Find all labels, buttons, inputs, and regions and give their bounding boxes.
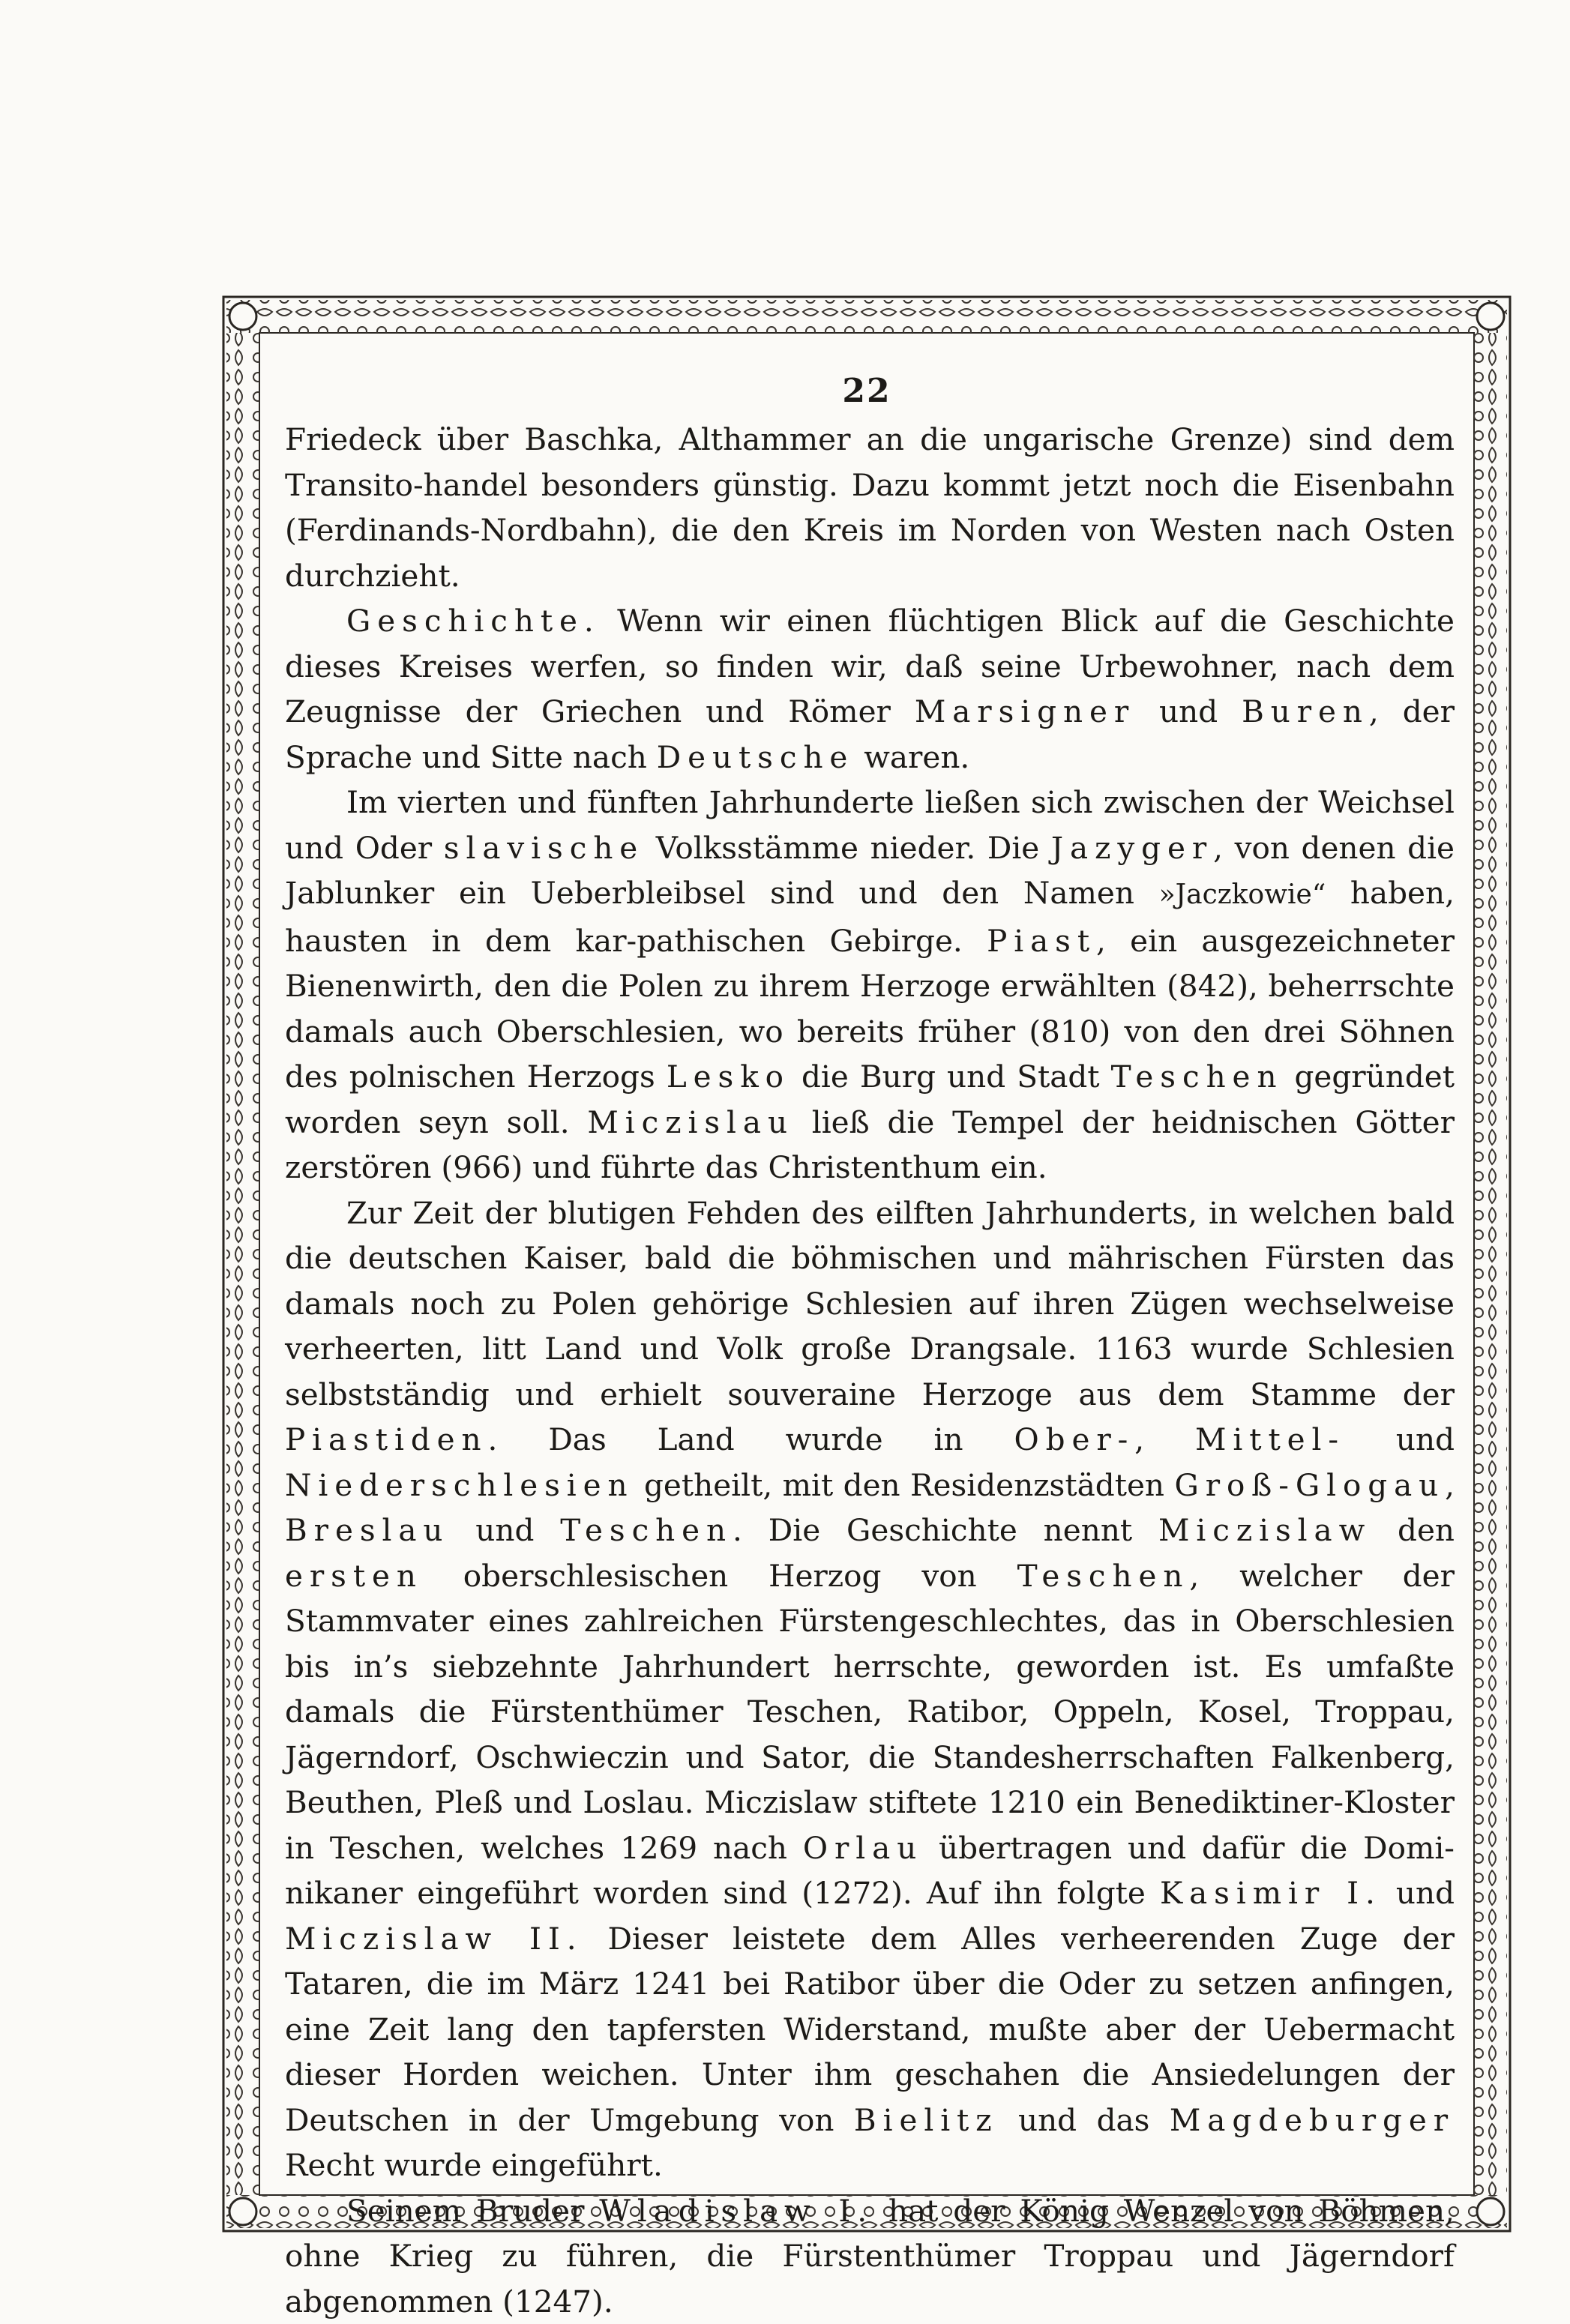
spaced-emphasis: Miczislaw	[1158, 1512, 1371, 1548]
page-number: 22	[216, 372, 1518, 410]
paragraph	[285, 598, 1455, 780]
text-run: , der Sprache und Sitte nach	[285, 693, 1455, 775]
paragraph	[285, 417, 1455, 598]
spaced-emphasis: Kasimir I.	[1160, 1875, 1382, 1911]
text-run: Dieser leistete dem Alles verheerenden Zuge der Tataren, die im März 1241 bei Ratibor über die Oder zu setzen anfingen, eine Zeit lang den tapfersten Widerstand, mußte aber der Uebermacht dieser Horden weichen. Unter ihm geschahen die Ansiedelungen der Deutschen in der Umgebung von	[285, 1921, 1455, 2138]
text-run: , welcher der Stammvater eines zahlreichen Fürstengeschlechtes, das in Oberschlesien bis in’s siebzehnte Jahrhundert herrschte, geworden ist. Es umfaßte damals die Fürstenthümer Teschen, Ratibor, Oppeln, Kosel, Troppau, Jägerndorf, Oschwieczin und Sator, die Standesherrschaften Falkenberg, Beuthen, Pleß und Loslau. Miczislaw stiftete 1210 ein Benediktiner-Kloster in Teschen, welches 1269 nach	[285, 1558, 1455, 1866]
spaced-emphasis: slavische	[444, 830, 644, 866]
text-run: , von denen die Jablunker ein Ueberbleibsel sind und den Namen	[285, 830, 1455, 912]
text-run: Volksstämme nieder. Die	[644, 830, 1051, 866]
text-run: übertragen und dafür die Domi-nikaner eingeführt worden sind (1272). Auf ihn folgte	[285, 1830, 1455, 1912]
spaced-emphasis: Niederschlesien	[285, 1467, 634, 1503]
paragraph	[285, 780, 1455, 1190]
spaced-emphasis: Marsigner	[915, 693, 1135, 729]
spaced-emphasis: Breslau	[285, 1512, 449, 1548]
text-run: Recht wurde eingeführt.	[285, 2147, 663, 2183]
text-run: ,	[1134, 1421, 1195, 1457]
text-run: , ein ausgezeichneter Bienenwirth, den die Polen zu ihrem Herzoge erwählten (842), beherrschte damals auch Oberschlesien, wo bereits früher (810) von den drei Söhnen des polnischen Herzogs	[285, 923, 1455, 1095]
spaced-emphasis: Mittel-	[1195, 1421, 1345, 1457]
spaced-emphasis: Orlau	[803, 1830, 923, 1866]
spaced-emphasis: Buren	[1242, 693, 1369, 729]
spaced-emphasis: Miczislau	[587, 1104, 794, 1140]
text-run: getheilt, mit den Residenzstädten	[634, 1467, 1175, 1503]
text-run: hat der König Wenzel von Böhmen, ohne Krieg zu führen, die Fürstenthümer Troppau und Jägerndorf abgenommen (1247).	[285, 2193, 1455, 2320]
paragraph	[285, 2188, 1455, 2324]
text-run: waren.	[854, 739, 969, 775]
spaced-emphasis: Piastiden	[285, 1421, 488, 1457]
text-run: Seinem Bruder	[346, 2193, 599, 2229]
paragraph	[285, 1190, 1455, 2188]
text-run: oberschlesischen Herzog von	[423, 1558, 1017, 1594]
text-run: Friedeck über Baschka, Althammer an die ungarische Grenze) sind dem Transito-handel besonders günstig. Dazu kommt jetzt noch die Eisenbahn (Ferdinands-Nordbahn), die den Kreis im Norden von Westen nach Osten durchzieht.	[285, 421, 1455, 594]
text-run: haben, hausten in dem kar-pathischen Gebirge.	[285, 875, 1455, 959]
text-run: und	[1135, 693, 1242, 729]
spaced-emphasis: Teschen	[1017, 1558, 1190, 1594]
text-run: . Das Land wurde in	[488, 1421, 1014, 1457]
text-run: Im vierten und fünften Jahrhunderte ließen sich zwischen der Weichsel und Oder	[285, 784, 1455, 866]
text-run: und	[1345, 1421, 1455, 1457]
text-run: gegründet worden seyn soll.	[285, 1059, 1455, 1140]
text-run: und das	[999, 2102, 1170, 2138]
text-run: ,	[1445, 1467, 1455, 1503]
spaced-emphasis: Groß-Glogau	[1174, 1467, 1445, 1503]
text-run: und	[449, 1512, 560, 1548]
spaced-emphasis: ersten	[285, 1558, 423, 1594]
spaced-emphasis: Miczislaw II.	[285, 1921, 583, 1957]
text-run: und	[1382, 1875, 1455, 1911]
spaced-emphasis: Teschen	[560, 1512, 733, 1548]
text-run: die Burg und Stadt	[790, 1059, 1111, 1095]
page-frame	[216, 289, 1518, 2239]
spaced-emphasis: Bielitz	[854, 2102, 999, 2138]
spaced-emphasis: Teschen	[1111, 1059, 1284, 1095]
text-run: . Die Geschichte nennt	[733, 1512, 1158, 1548]
text-run: Zur Zeit der blutigen Fehden des eilften Jahrhunderts, in welchen bald die deutschen Kaiser, bald die böhmischen und mährischen Fürsten das damals noch zu Polen gehörige Schlesien auf ihren Zügen wechselweise verheerten, litt Land und Volk große Drangsale. 1163 wurde Schlesien selbstständig und erhielt souveraine Herzoge aus dem Stamme der	[285, 1195, 1455, 1412]
spaced-emphasis: Magdeburger	[1170, 2102, 1455, 2138]
spaced-emphasis: Deutsche	[657, 739, 855, 775]
text-run: ließ die Tempel der heidnischen Götter zerstören (966) und führte das Christenthum ein.	[285, 1104, 1455, 1186]
body-text	[285, 417, 1455, 2324]
spaced-emphasis: Lesko	[667, 1059, 790, 1095]
text-run: Wenn wir einen flüchtigen Blick auf die Geschichte dieses Kreises werfen, so finden wir, daß seine Urbewohner, nach dem Zeugnisse der Griechen und Römer	[285, 603, 1455, 729]
antiqua-text: »Jaczkowie“	[1159, 879, 1326, 910]
spaced-emphasis: Wladislaw I.	[599, 2193, 873, 2229]
spaced-emphasis: Ober-	[1014, 1421, 1135, 1457]
text-run: den	[1371, 1512, 1455, 1548]
spaced-emphasis: Piast	[987, 923, 1096, 959]
spaced-emphasis: Jazyger	[1051, 830, 1213, 866]
spaced-emphasis: Geschichte.	[346, 603, 601, 639]
